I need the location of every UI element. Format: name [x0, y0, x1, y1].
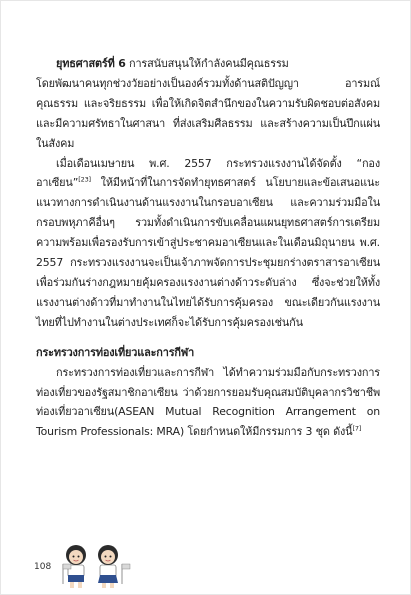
strategy-paragraph [36, 54, 380, 154]
page-number: 108 [34, 562, 52, 572]
labour-paragraph [36, 154, 380, 333]
strategy-title-rest: การสนับสนุนให้กำลังคนมีคุณธรรม [125, 57, 289, 70]
labour-intro: เมื่อเดือนเมษายน พ.ศ. 2557 กระทรวงแรงงานได้จัดตั้ง “กองอาเซียน” [36, 156, 380, 190]
tourism-paragraph [36, 363, 380, 443]
children-illustration [56, 542, 136, 590]
strategy-body: โดยพัฒนาคนทุกช่วงวัยอย่างเป็นองค์รวมทั้งด้านสติปัญญา อารมณ์ คุณธรรม และจริยธรรม เพื่อให้เกิดจิตสำนึกของในความรับผิดชอบต่อสังคมและมีความศรัทธาในศาสนา ที่ส่งเสริมศีลธรรม และสร้างความเป็นปึกแผ่นในสังคม [36, 76, 380, 150]
strategy-title: ยุทธศาสตร์ที่ 6 [56, 57, 126, 70]
section-heading: กระทรวงการท่องเที่ยวและการกีฬา [36, 345, 195, 359]
page-footer [34, 542, 174, 592]
tourism-reference: [7] [352, 424, 362, 433]
page-content [36, 54, 380, 442]
labour-body: ให้มีหน้าที่ในการจัดทำยุทธศาสตร์ นโยบายและข้อเสนอแนะ แนวทางการดำเนินงานด้านแรงงานในกรอบอาเซียน และความร่วมมือในกรอบพหุภาคีอื่นๆ รวมทั้งดำเนินการขับเคลื่อนแผนยุทธศาสตร์การเตรียมความพร้อมเพื่อรองรับการเข้าสู่ประชาคมอาเซียนและในเดือนมิถุนายน พ.ศ. 2557 กระทรวงแรงงานจะเป็นเจ้าภาพจัดการประชุมยกร่างตราสารอาเซียน เพื่อร่วมกันร่างกฎหมายคุ้มครองแรงงานต่างด้าวระดับล่าง ซึ่งจะช่วยให้ทั้งแรงงานต่างด้าวที่มาทำงานในไทยได้รับการคุ้มครอง ขณะเดียวกันแรงงานไทยที่ไปทำงานในต่างประเทศก็จะได้รับการคุ้มครองเช่นกัน [36, 176, 380, 329]
labour-reference: [23] [78, 175, 91, 184]
tourism-body: กระทรวงการท่องเที่ยวและการกีฬา ได้ทำความร่วมมือกับกระทรวงการท่องเที่ยวของรัฐสมาชิกอาเซียน ว่าด้วยการยอมรับคุณสมบัติบุคลากรวิชาชีพท่องเที่ยวอาเซียน(ASEAN Mutual Recognition Arrangement on Tourism Professionals: MRA) โดยกำหนดให้มีกรรมการ 3 ชุด ดังนี้ [36, 365, 380, 439]
